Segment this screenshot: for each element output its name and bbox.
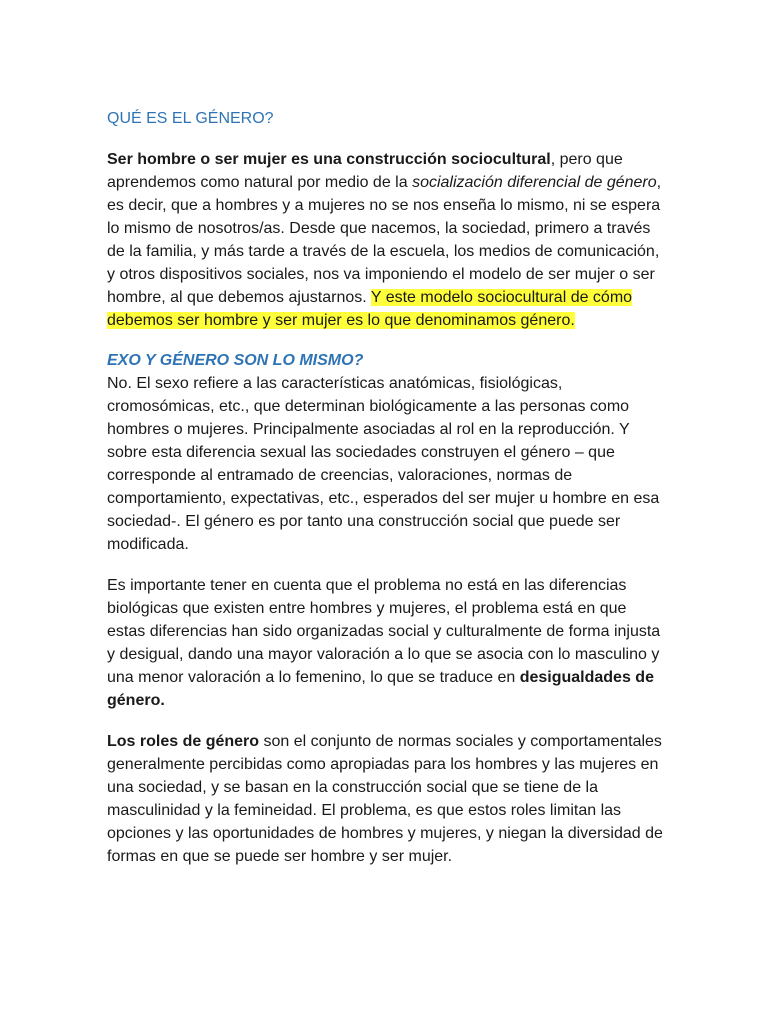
paragraph-desigualdades	[107, 574, 667, 712]
heading-que-es-el-genero: QUÉ ES EL GÉNERO?	[107, 110, 274, 127]
paragraph-definicion-genero	[107, 148, 667, 332]
paragraph-text: , pero que aprendemos como natural por medio de la	[107, 151, 623, 191]
bold-construccion-sociocultural: Ser hombre o ser mujer es una construcción sociocultural	[107, 151, 551, 168]
bold-roles-de-genero: Los roles de género	[107, 733, 260, 750]
highlighted-text: Y este modelo sociocultural de cómo debemos ser hombre y ser mujer es lo que denominamos género.	[107, 289, 633, 329]
heading-sexo-y-genero: EXO Y GÉNERO SON LO MISMO?	[107, 352, 364, 369]
italic-socializacion: socialización diferencial de género	[412, 174, 657, 191]
document-body	[107, 108, 667, 886]
paragraph-text: , es decir, que a hombres y a mujeres no se nos enseña lo mismo, ni se espera lo mismo de nosotros/as. Desde que nacemos, la sociedad, primero a través de la familia, y más tarde a través de la escuela, los medios de comunicación, y otros dispositivos sociales, nos va imponiendo el modelo de ser mujer o ser hombre, al que debemos ajustarnos.	[107, 174, 662, 306]
paragraph-roles-genero	[107, 730, 667, 868]
paragraph-sexo: No. El sexo refiere a las características anatómicas, fisiológicas, cromosómicas, etc., que determinan biológicamente a las personas como hombres o mujeres. Principalmente asociadas al rol en la reproducción. Y sobre esta diferencia sexual las sociedades construyen el género – que corresponde al entramado de creencias, valoraciones, normas de comportamiento, expectativas, etc., esperados del ser mujer u hombre en esa sociedad-. El género es por tanto una construcción social que puede ser modificada.	[107, 375, 660, 553]
paragraph-text: Es importante tener en cuenta que el problema no está en las diferencias biológicas que existen entre hombres y mujeres, el problema está en que estas diferencias han sido organizadas social y culturalmente de forma injusta y desigual, dando una mayor valoración a lo que se asocia con lo masculino y una menor valoración a lo femenino, lo que se traduce en	[107, 577, 661, 686]
bold-desigualdades: desigualdades de género.	[107, 669, 654, 709]
paragraph-text: son el conjunto de normas sociales y comportamentales generalmente percibidas como apropiadas para los hombres y las mujeres en una sociedad, y se basan en la construcción social que se tiene de la masculinidad y la femineidad. El problema, es que estos roles limitan las opciones y las oportunidades de hombres y mujeres, y niegan la diversidad de formas en que se puede ser hombre y ser mujer.	[107, 733, 663, 865]
